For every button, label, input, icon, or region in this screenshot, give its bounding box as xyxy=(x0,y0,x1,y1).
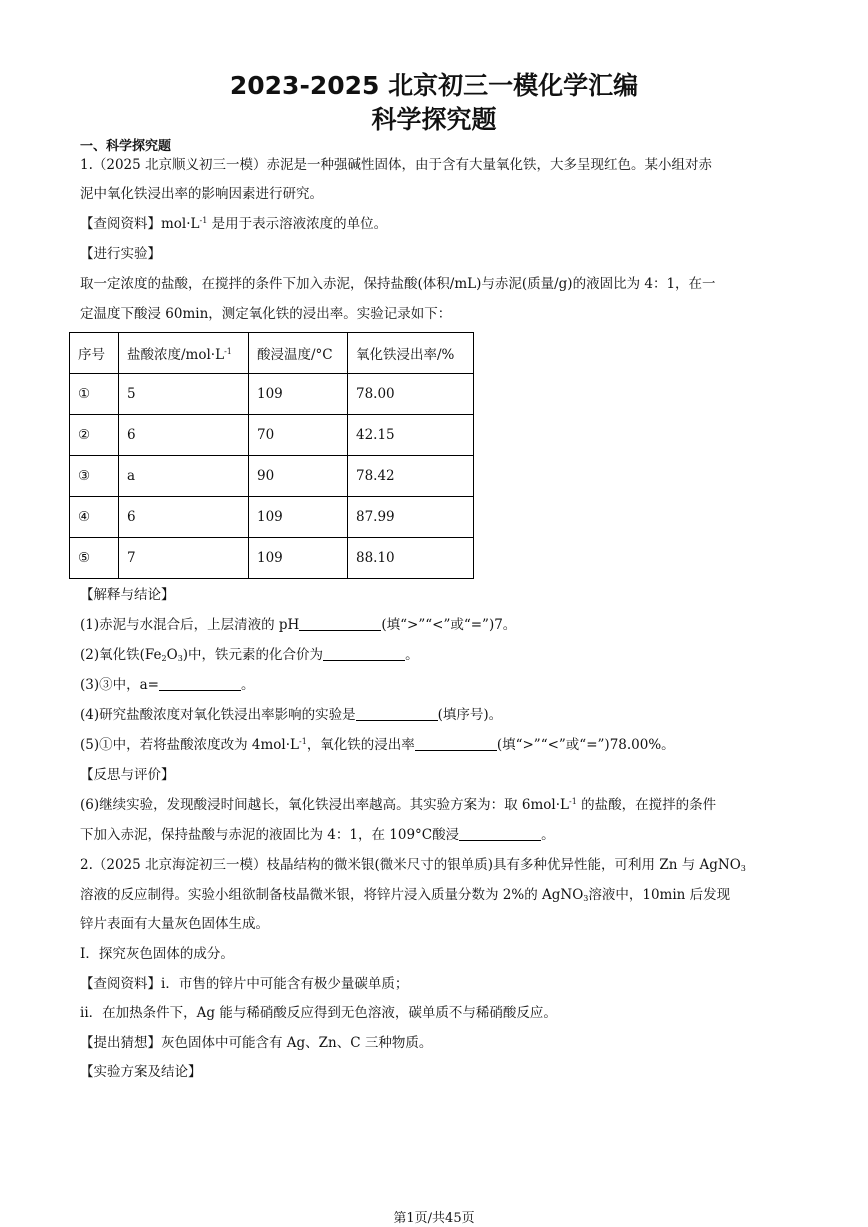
q2-line-7: 【提出猜想】灰色固体中可能含有 Ag、Zn、C 三种物质。 xyxy=(80,1035,433,1051)
q1-line-2: 泥中氧化铁浸出率的影响因素进行研究。 xyxy=(80,186,323,202)
document-subtitle: 科学探究题 xyxy=(371,105,497,134)
answer-blank[interactable] xyxy=(159,676,241,691)
answer-blank[interactable] xyxy=(356,706,438,721)
answer-blank[interactable] xyxy=(415,736,497,751)
experiment-table xyxy=(69,332,474,579)
q1-reference: 【查阅资料】$mol\cdot L^{-1}$ 是用于表示溶液浓度的单位。 xyxy=(80,216,388,232)
table-cell: 78.00 xyxy=(348,374,474,415)
table-cell: 78.42 xyxy=(348,456,474,497)
q1-subquestion-4: (4)研究盐酸浓度对氧化铁浸出率影响的实验是 (填序号)。 xyxy=(80,707,503,723)
table-cell: ① xyxy=(70,374,119,415)
q2-line-3: 锌片表面有大量灰色固体生成。 xyxy=(80,916,269,932)
q2-line-5: 【查阅资料】i．市售的锌片中可能含有极少量碳单质； xyxy=(80,976,409,992)
table-cell: 6 xyxy=(119,497,249,538)
answer-blank[interactable] xyxy=(323,646,405,661)
table-cell: a xyxy=(119,456,249,497)
q2-line-6: ii．在加热条件下，Ag 能与稀硝酸反应得到无色溶液，碳单质不与稀硝酸反应。 xyxy=(80,1005,557,1021)
q1-subquestion-6: (6)继续实验，发现酸浸时间越长，氧化铁浸出率越高。其实验方案为：取 $6mol\cdot L^{-1}$ 的盐酸，在搅拌的条件 xyxy=(80,797,717,813)
q1-conclusion-heading: 【解释与结论】 xyxy=(80,587,175,603)
table-cell: 6 xyxy=(119,415,249,456)
table-row xyxy=(70,538,474,579)
document-title: 2023-2025 北京初三一模化学汇编 xyxy=(229,71,639,100)
table-row xyxy=(70,415,474,456)
q1-subquestion-3: (3)③中，a= 。 xyxy=(80,677,255,693)
q1-subquestion-5: (5)①中，若将盐酸浓度改为 $4mol\cdot L^{-1}$，氧化铁的浸出率 (填“>”“<”或“=”)78.00%。 xyxy=(80,737,675,753)
table-cell: 42.15 xyxy=(348,415,474,456)
table-header-row xyxy=(70,333,474,374)
table-row xyxy=(70,374,474,415)
q1-subquestion-1: (1)赤泥与水混合后，上层清液的 pH (填“>”“<”或“=”)7。 xyxy=(80,617,517,633)
q2-line-2: 溶液的反应制得。实验小组欲制备枝晶微米银，将锌片浸入质量分数为 2%的 AgNO$_3$溶液中，10min 后发现 xyxy=(80,887,731,903)
q1-reflection-heading: 【反思与评价】 xyxy=(80,767,175,783)
q1-procedure-line-1: 取一定浓度的盐酸，在搅拌的条件下加入赤泥，保持盐酸(体积/mL)与赤泥(质量/g)的液固比为 4：1，在一 xyxy=(80,276,716,292)
q2-line-1: 2.（2025 北京海淀初三一模）枝晶结构的微米银(微米尺寸的银单质)具有多种优异性能，可利用 Zn 与 AgNO$_3$ xyxy=(80,857,746,873)
table-row xyxy=(70,497,474,538)
table-header: 序号 xyxy=(70,333,119,374)
table-cell: ② xyxy=(70,415,119,456)
table-cell: 109 xyxy=(249,538,348,579)
table-cell: ③ xyxy=(70,456,119,497)
table-cell: 5 xyxy=(119,374,249,415)
table-cell: 70 xyxy=(249,415,348,456)
table-cell: 109 xyxy=(249,374,348,415)
answer-blank[interactable] xyxy=(459,826,541,841)
table-row xyxy=(70,456,474,497)
table-cell: 7 xyxy=(119,538,249,579)
q1-line-1: 1.（2025 北京顺义初三一模）赤泥是一种强碱性固体，由于含有大量氧化铁，大多呈现红色。某小组对赤 xyxy=(80,157,713,173)
q2-line-4: I．探究灰色固体的成分。 xyxy=(80,946,234,962)
table-cell: ④ xyxy=(70,497,119,538)
table-cell: 90 xyxy=(249,456,348,497)
table-cell: 87.99 xyxy=(348,497,474,538)
table-cell: 88.10 xyxy=(348,538,474,579)
q1-experiment-heading: 【进行实验】 xyxy=(80,246,161,262)
q1-procedure-line-2: 定温度下酸浸 60min，测定氧化铁的浸出率。实验记录如下： xyxy=(80,306,452,322)
q1-subquestion-6-cont: 下加入赤泥，保持盐酸与赤泥的液固比为 4：1，在 109°C酸浸 。 xyxy=(80,827,555,843)
table-header: 酸浸温度/°C xyxy=(249,333,348,374)
table-cell: 109 xyxy=(249,497,348,538)
q2-line-8: 【实验方案及结论】 xyxy=(80,1064,202,1080)
q1-subquestion-2: (2)氧化铁$(Fe_2O_3)$中，铁元素的化合价为 。 xyxy=(80,647,419,663)
table-cell: ⑤ xyxy=(70,538,119,579)
table-header: 氧化铁浸出率/% xyxy=(348,333,474,374)
answer-blank[interactable] xyxy=(299,616,381,631)
page-footer: 第1页/共45页 xyxy=(393,1211,475,1226)
table-header: 盐酸浓度$/mol\cdot L^{-1}$ xyxy=(119,333,249,374)
section-heading: 一、科学探究题 xyxy=(80,139,172,154)
